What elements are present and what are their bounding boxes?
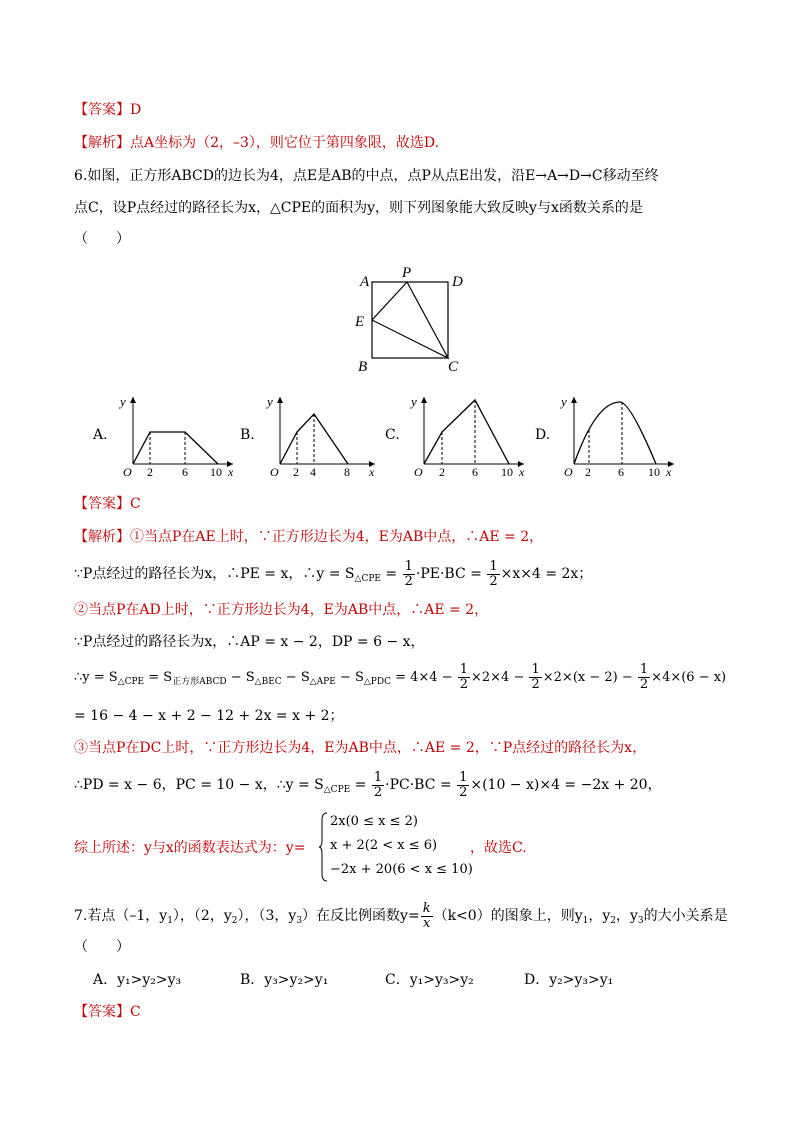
formula-part: ×(10 − x)×4 = −2x + 20，	[470, 777, 662, 793]
piecewise-case-1: 2x(0 ≤ x ≤ 2)	[330, 814, 418, 829]
analysis-5	[74, 133, 439, 153]
option-d-ylabel: y	[561, 394, 567, 409]
option-b-tick-8: 8	[344, 465, 350, 478]
analysis-6-step-2c	[74, 662, 726, 694]
option-a-ylabel: y	[120, 394, 126, 409]
option-c-xlabel: x	[519, 465, 525, 478]
question-7-line-1: 7.若点（–1，$y_1$），（2，$y_2$），（3，$y_3$）在反比例函数y= $\frac{k}{x}$ （k<0）的图象上，则$y_1$，$y_2$，$y_3$的大小关系是	[74, 900, 728, 931]
q7-option-b[interactable]: B．y₃>y₂>y₁	[240, 972, 329, 988]
subscript: △BEC	[254, 677, 282, 687]
analysis-step-1-text: ①当点P在AE上时，∵正方形边长为4，E为AB中点，∴AE = 2，	[130, 529, 544, 545]
analysis-tag: 【解析】	[74, 135, 130, 151]
square-figure	[352, 262, 472, 378]
subscript: △PDC	[363, 677, 391, 687]
option-a-origin: O	[123, 465, 132, 478]
option-c-ylabel: y	[411, 394, 417, 409]
option-c-tick-10: 10	[501, 465, 513, 478]
question-6-line-1: 6.如图，正方形ABCD的边长为4，点E是AB的中点，点P从点E出发，沿E→A→D→C移动至终	[74, 168, 659, 184]
formula-part: ·PE·BC =	[415, 566, 487, 582]
subscript: △CPE	[323, 785, 351, 795]
formula-part: ∵P点经过的路径长为x，∴PE = x，∴y = S	[74, 566, 355, 582]
formula-part: ×2×4 −	[471, 670, 529, 685]
option-c-tick-2: 2	[439, 465, 445, 478]
formula-part: ∴PD = x − 6，PC = 10 − x，∴y = S	[74, 777, 324, 793]
option-b-origin: O	[270, 465, 279, 478]
formula-part: ×x×4 = 2x；	[500, 566, 593, 582]
option-b-xlabel: x	[369, 465, 375, 478]
subscript: △CPE	[117, 677, 145, 687]
label-a: A	[360, 274, 370, 290]
option-a-letter[interactable]: A.	[93, 427, 108, 443]
option-b-letter[interactable]: B.	[240, 427, 255, 443]
option-a-xlabel: x	[228, 465, 234, 478]
analysis-6-step-1b	[74, 558, 592, 590]
option-c-tick-6: 6	[472, 465, 478, 478]
option-a-tick-10: 10	[210, 465, 222, 478]
analysis-text: 点A坐标为（2，–3），则它位于第四象限，故选D.	[130, 135, 440, 151]
subscript: 正方形ABCD	[172, 677, 227, 687]
formula-part: − S	[335, 670, 364, 685]
option-c-graph[interactable]	[406, 392, 531, 478]
answer-tag: 【答案】	[74, 496, 130, 512]
formula-part: = S	[144, 670, 173, 685]
fraction-half: $\frac{1}{2}$	[531, 662, 540, 692]
formula-part: = 4×4 −	[390, 670, 457, 685]
fraction-half: $\frac{1}{2}$	[459, 662, 468, 692]
option-a-graph[interactable]	[115, 392, 240, 478]
answer-6	[74, 494, 141, 514]
summary-prefix: 综上所述：y与x的函数表达式为：y=	[74, 840, 306, 856]
analysis-6-step-1	[74, 527, 543, 547]
fraction-half: $\frac{1}{2}$	[373, 769, 383, 800]
formula-part: ·PC·BC =	[385, 777, 457, 793]
q7-option-d[interactable]: D．y₂>y₃>y₁	[524, 972, 614, 988]
square-abcd	[372, 282, 448, 358]
label-e: E	[355, 314, 365, 330]
answer-tag: 【答案】	[74, 1004, 130, 1020]
answer-7	[74, 1002, 141, 1022]
analysis-6-step-3: ③当点P在DC上时，∵正方形边长为4，E为AB中点，∴AE = 2，∵P点经过的路径长为x，	[74, 740, 647, 756]
answer-value: D	[130, 102, 142, 118]
fraction-k-over-x: $\frac{k}{x}$	[422, 900, 431, 931]
label-p: P	[402, 265, 412, 281]
analysis-6-step-2d: = 16 − 4 − x + 2 − 12 + 2x = x + 2；	[74, 708, 344, 724]
answer-value: C	[130, 496, 141, 512]
analysis-6-step-2b: ∵P点经过的路径长为x，∴AP = x − 2，DP = 6 − x，	[74, 634, 425, 650]
subscript: △CPE	[354, 574, 381, 584]
fraction-half: $\frac{1}{2}$	[489, 558, 498, 589]
fraction-half: $\frac{1}{2}$	[639, 662, 649, 692]
answer-tag: 【答案】	[74, 102, 130, 118]
q7-option-a[interactable]: A．y₁>y₂>y₃	[93, 972, 182, 988]
summary-suffix: ，故选C.	[470, 840, 527, 856]
label-b: B	[358, 359, 368, 375]
brace-icon	[318, 812, 328, 882]
q7-option-c[interactable]: C．y₁>y₃>y₂	[385, 972, 474, 988]
question-7-paren: （ ）	[74, 939, 130, 955]
formula-part: − S	[281, 670, 310, 685]
question-6-paren: （ ）	[74, 231, 130, 247]
subscript: △APE	[309, 677, 336, 687]
formula-part: − S	[226, 670, 255, 685]
option-a-tick-2: 2	[147, 465, 153, 478]
answer-value: C	[130, 1004, 141, 1020]
analysis-tag: 【解析】	[74, 529, 130, 545]
fraction-half: $\frac{1}{2}$	[459, 769, 468, 800]
formula-part: ×2×(x − 2) −	[542, 670, 637, 685]
formula-part: ∴y = S	[74, 670, 118, 685]
formula-part: =	[380, 566, 402, 582]
option-c-letter[interactable]: C.	[385, 427, 400, 443]
option-d-graph[interactable]	[556, 392, 681, 478]
option-d-origin: O	[564, 465, 573, 478]
option-b-ylabel: y	[267, 394, 273, 409]
answer-5	[74, 100, 141, 120]
analysis-6-step-2: ②当点P在AD上时，∵正方形边长为4，E为AB中点，∴AE = 2，	[74, 602, 489, 618]
label-c: C	[448, 359, 459, 375]
triangle-cpe	[372, 282, 448, 358]
piecewise-case-3: −2x + 20(6 < x ≤ 10)	[330, 862, 473, 877]
option-d-xlabel: x	[666, 465, 672, 478]
option-b-tick-2: 2	[293, 465, 299, 478]
option-d-tick-2: 2	[585, 465, 591, 478]
option-d-tick-6: 6	[618, 465, 624, 478]
analysis-6-step-3b	[74, 769, 662, 801]
option-d-letter[interactable]: D.	[535, 427, 551, 443]
option-b-tick-4: 4	[310, 465, 316, 478]
formula-part: ×4×(6 − x)	[651, 670, 727, 685]
option-d-tick-10: 10	[648, 465, 660, 478]
label-d: D	[452, 274, 463, 290]
fraction-half: $\frac{1}{2}$	[404, 558, 413, 589]
option-c-origin: O	[414, 465, 423, 478]
piecewise-case-2: x + 2(2 < x ≤ 6)	[330, 838, 438, 853]
option-a-tick-6: 6	[182, 465, 188, 478]
formula-part: =	[350, 777, 371, 793]
option-b-graph[interactable]	[262, 392, 382, 478]
question-6-line-2: 点C，设P点经过的路径长为x，△CPE的面积为y，则下列图象能大致反映y与x函数关系的是	[74, 200, 643, 216]
